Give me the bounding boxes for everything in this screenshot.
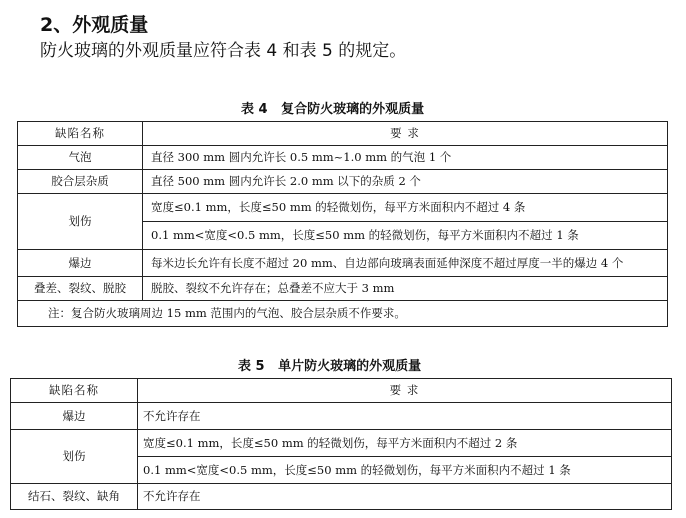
column-header-defect: 缺陷名称 — [11, 379, 138, 403]
table-note: 注：复合防火玻璃周边 15 mm 范围内的气泡、胶合层杂质不作要求。 — [18, 301, 668, 327]
table5-caption: 表 5 单片防火玻璃的外观质量 — [238, 359, 422, 374]
requirement-cell: 0.1 mm<宽度<0.5 mm，长度≤50 mm 的轻微划伤，每平方米面积内不超过 1 条 — [143, 222, 668, 250]
requirement-cell: 不允许存在 — [138, 403, 672, 430]
requirement-cell: 脱胶、裂纹不允许存在；总叠差不应大于 3 mm — [143, 277, 668, 301]
table-row — [18, 250, 668, 277]
requirement-cell: 宽度≤0.1 mm，长度≤50 mm 的轻微划伤，每平方米面积内不超过 4 条 — [143, 194, 668, 222]
table-row — [11, 484, 672, 510]
requirement-cell: 直径 300 mm 圆内允许长 0.5 mm~1.0 mm 的气泡 1 个 — [143, 146, 668, 170]
defect-cell: 气泡 — [18, 146, 143, 170]
table-header-row — [18, 122, 668, 146]
table-row — [11, 403, 672, 430]
requirement-cell: 宽度≤0.1 mm，长度≤50 mm 的轻微划伤，每平方米面积内不超过 2 条 — [138, 430, 672, 457]
column-header-requirement: 要 求 — [138, 379, 672, 403]
table-row — [18, 277, 668, 301]
table4 — [17, 121, 668, 327]
requirement-cell: 直径 500 mm 圆内允许长 2.0 mm 以下的杂质 2 个 — [143, 170, 668, 194]
defect-cell: 爆边 — [11, 403, 138, 430]
defect-cell: 爆边 — [18, 250, 143, 277]
requirement-cell: 不允许存在 — [138, 484, 672, 510]
table-row — [18, 146, 668, 170]
table-row — [18, 194, 668, 222]
table5 — [10, 378, 672, 510]
requirement-cell: 每米边长允许有长度不超过 20 mm、自边部向玻璃表面延伸深度不超过厚度一半的爆边 4 个 — [143, 250, 668, 277]
defect-cell: 结石、裂纹、缺角 — [11, 484, 138, 510]
defect-cell: 叠差、裂纹、脱胶 — [18, 277, 143, 301]
table4-caption: 表 4 复合防火玻璃的外观质量 — [241, 102, 425, 117]
defect-cell: 划伤 — [11, 430, 138, 484]
intro-paragraph: 防火玻璃的外观质量应符合表 4 和表 5 的规定。 — [40, 41, 407, 61]
table-header-row — [11, 379, 672, 403]
section-heading: 2、外观质量 — [40, 14, 149, 36]
requirement-cell: 0.1 mm<宽度<0.5 mm，长度≤50 mm 的轻微划伤，每平方米面积内不超过 1 条 — [138, 457, 672, 484]
table-row — [11, 430, 672, 457]
column-header-defect: 缺陷名称 — [18, 122, 143, 146]
table-note-row — [18, 301, 668, 327]
column-header-requirement: 要 求 — [143, 122, 668, 146]
defect-cell: 划伤 — [18, 194, 143, 250]
defect-cell: 胶合层杂质 — [18, 170, 143, 194]
table-row — [18, 170, 668, 194]
